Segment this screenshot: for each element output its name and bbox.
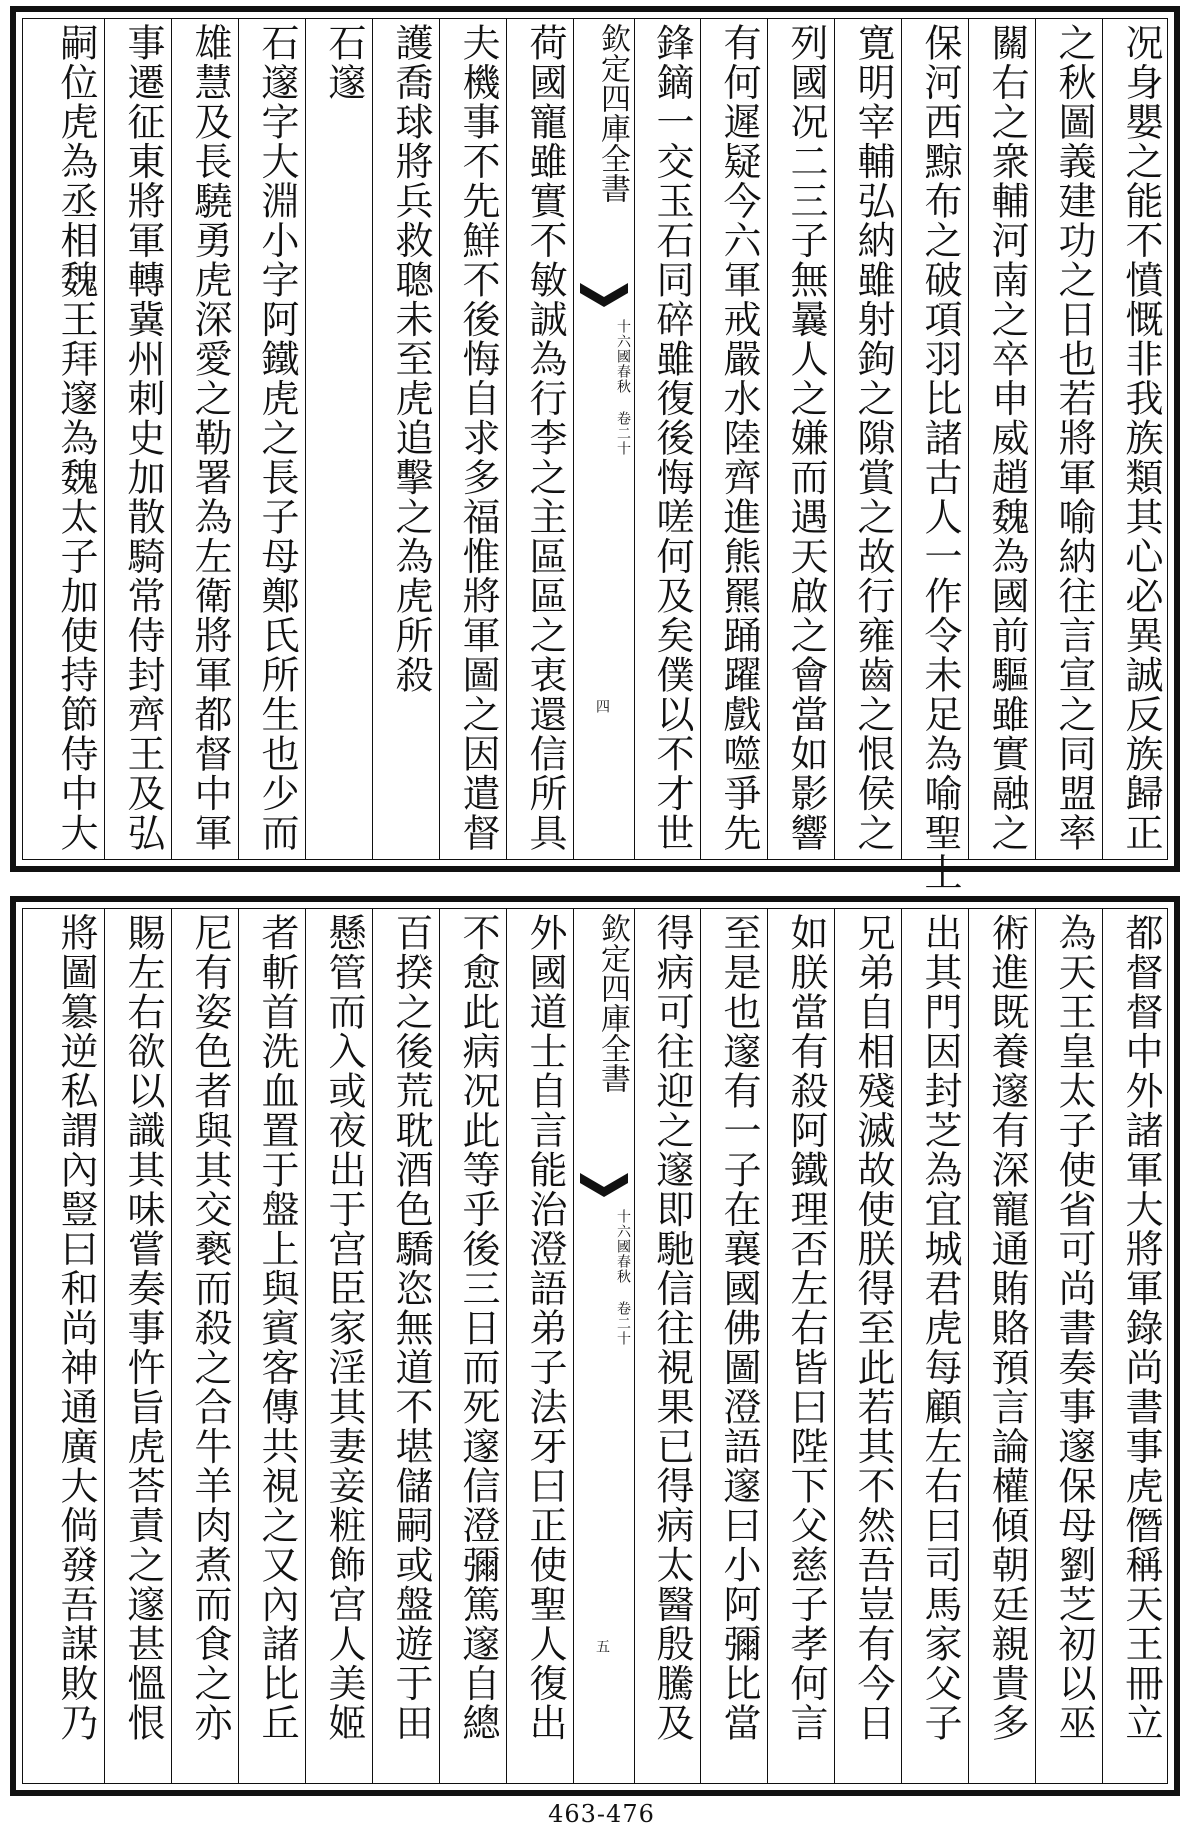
text-column: 懸管而入或夜出于宫臣家淫其妻妾粧飾宫人美姬 (322, 913, 366, 1743)
text-column: 嗣位虎為丞相魏王拜邃為魏太子加使持節侍中大 (54, 23, 98, 853)
column-rule (834, 909, 835, 1783)
text-column: 况身嬰之能不憤慨非我族類其心必異誠反族歸正 (1119, 23, 1163, 853)
column-rule (1102, 19, 1103, 859)
text-column: 保河西黥布之破項羽比諸古人一作令未足為喻聖上 (918, 23, 962, 892)
column-rule (968, 19, 969, 859)
column-rule (1035, 19, 1036, 859)
column-rule (238, 19, 239, 859)
bottom-page (10, 896, 1180, 1796)
volume-label: 十六國春秋 卷二十 (615, 1209, 631, 1346)
text-column: 石邃 (322, 23, 366, 102)
text-column: 術進既養邃有深寵通賄賂預言論權傾朝廷親貴多 (985, 913, 1029, 1743)
book-title: 欽定四庫全書 (595, 23, 630, 203)
text-column: 為天王皇太子使省可尚書奏事邃保母劉芝初以巫 (1052, 913, 1096, 1743)
column-rule (968, 909, 969, 1783)
text-column: 夫機事不先鮮不後悔自求多福惟將軍圖之因遣督 (456, 23, 500, 853)
text-column: 之秋圖義建功之日也若將軍喻納往言宣之同盟率 (1052, 23, 1096, 853)
column-rule (1102, 909, 1103, 1783)
text-column: 賜左右欲以識其味嘗奏事忤旨虎荅責之邃甚慍恨 (121, 913, 165, 1743)
text-column: 護喬球將兵救聰未至虎追擊之為虎所殺 (389, 23, 433, 695)
text-column: 關右之衆輔河南之卒申威趙魏為國前驅雖實融之 (985, 23, 1029, 853)
volume-label: 十六國春秋 卷二十 (615, 319, 631, 456)
text-column: 至是也邃有一子在襄國佛圖澄語邃曰小阿彌比當 (717, 913, 761, 1743)
text-column: 不愈此病况此等乎後三日而死邃信澄彌篤邃自總 (456, 913, 500, 1743)
center-strip (573, 909, 635, 1783)
column-rule (1035, 909, 1036, 1783)
page-range-footer: 463-476 (548, 1800, 655, 1828)
column-rule (700, 19, 701, 859)
column-rule (171, 19, 172, 859)
text-column: 得病可往迎之邃即馳信往視果已得病太醫殷騰及 (650, 913, 694, 1743)
column-rule (834, 19, 835, 859)
column-rule (506, 909, 507, 1783)
column-rule (439, 909, 440, 1783)
text-column: 都督督中外諸軍大將軍錄尚書事虎僭稱天王冊立 (1119, 913, 1163, 1743)
text-column: 尼有姿色者與其交褻而殺之合牛羊肉煮而食之亦 (188, 913, 232, 1743)
column-rule (439, 19, 440, 859)
column-rule (767, 19, 768, 859)
bottom-page-frame (22, 908, 1168, 1784)
column-rule (901, 909, 902, 1783)
text-column: 者斬首洗血置于盤上與賓客傳共視之又內諸比丘 (255, 913, 299, 1743)
text-column: 寛明宰輔弘納雖射鉤之隙賞之故行雍齒之恨侯之 (851, 23, 895, 853)
text-column: 鋒鏑一交玉石同碎雖復後悔嗟何及矣僕以不才世 (650, 23, 694, 853)
column-rule (104, 909, 105, 1783)
column-rule (104, 19, 105, 859)
text-column: 雄慧及長驍勇虎深愛之勒署為左衛將軍都督中軍 (188, 23, 232, 853)
column-rule (372, 19, 373, 859)
text-column: 將圖簒逆私謂內豎曰和尚神通廣大倘發吾謀敗乃 (54, 913, 98, 1743)
text-column: 荷國寵雖實不敏誠為行李之主區區之衷還信所具 (523, 23, 567, 853)
fishtail-mark-icon (580, 1171, 628, 1201)
text-column: 兄弟自相殘滅故使朕得至此若其不然吾豈有今日 (851, 913, 895, 1743)
text-column: 出其門因封芝為宜城君虎每顧左右曰司馬家父子 (918, 913, 962, 1743)
book-title: 欽定四庫全書 (595, 913, 630, 1093)
text-column: 如朕當有殺阿鐵理否左右皆曰陛下父慈子孝何言 (784, 913, 828, 1743)
top-page (10, 6, 1180, 892)
column-rule (171, 909, 172, 1783)
column-rule (700, 909, 701, 1783)
text-column: 百揆之後荒耽酒色驕恣無道不堪儲嗣或盤遊于田 (389, 913, 433, 1743)
column-rule (372, 909, 373, 1783)
column-rule (238, 909, 239, 1783)
fishtail-mark-icon (580, 281, 628, 311)
column-rule (901, 19, 902, 859)
folio-number: 四 (594, 699, 610, 713)
column-rule (305, 909, 306, 1783)
text-column: 外國道士自言能治澄語弟子法牙曰正使聖人復出 (523, 913, 567, 1743)
text-column: 石邃字大淵小字阿鐵虎之長子母鄭氏所生也少而 (255, 23, 299, 853)
folio-number: 五 (594, 1639, 610, 1653)
column-rule (506, 19, 507, 859)
column-rule (305, 19, 306, 859)
text-column: 列國况二三子無曩人之嫌而遇天啟之會當如影響 (784, 23, 828, 853)
column-rule (767, 909, 768, 1783)
top-page-frame (22, 18, 1168, 892)
text-column: 事遷征東將軍轉冀州刺史加散騎常侍封齊王及弘 (121, 23, 165, 853)
center-strip (573, 19, 635, 859)
text-column: 有何遲疑今六軍戒嚴水陸齊進熊羆踊躍戲噬爭先 (717, 23, 761, 853)
